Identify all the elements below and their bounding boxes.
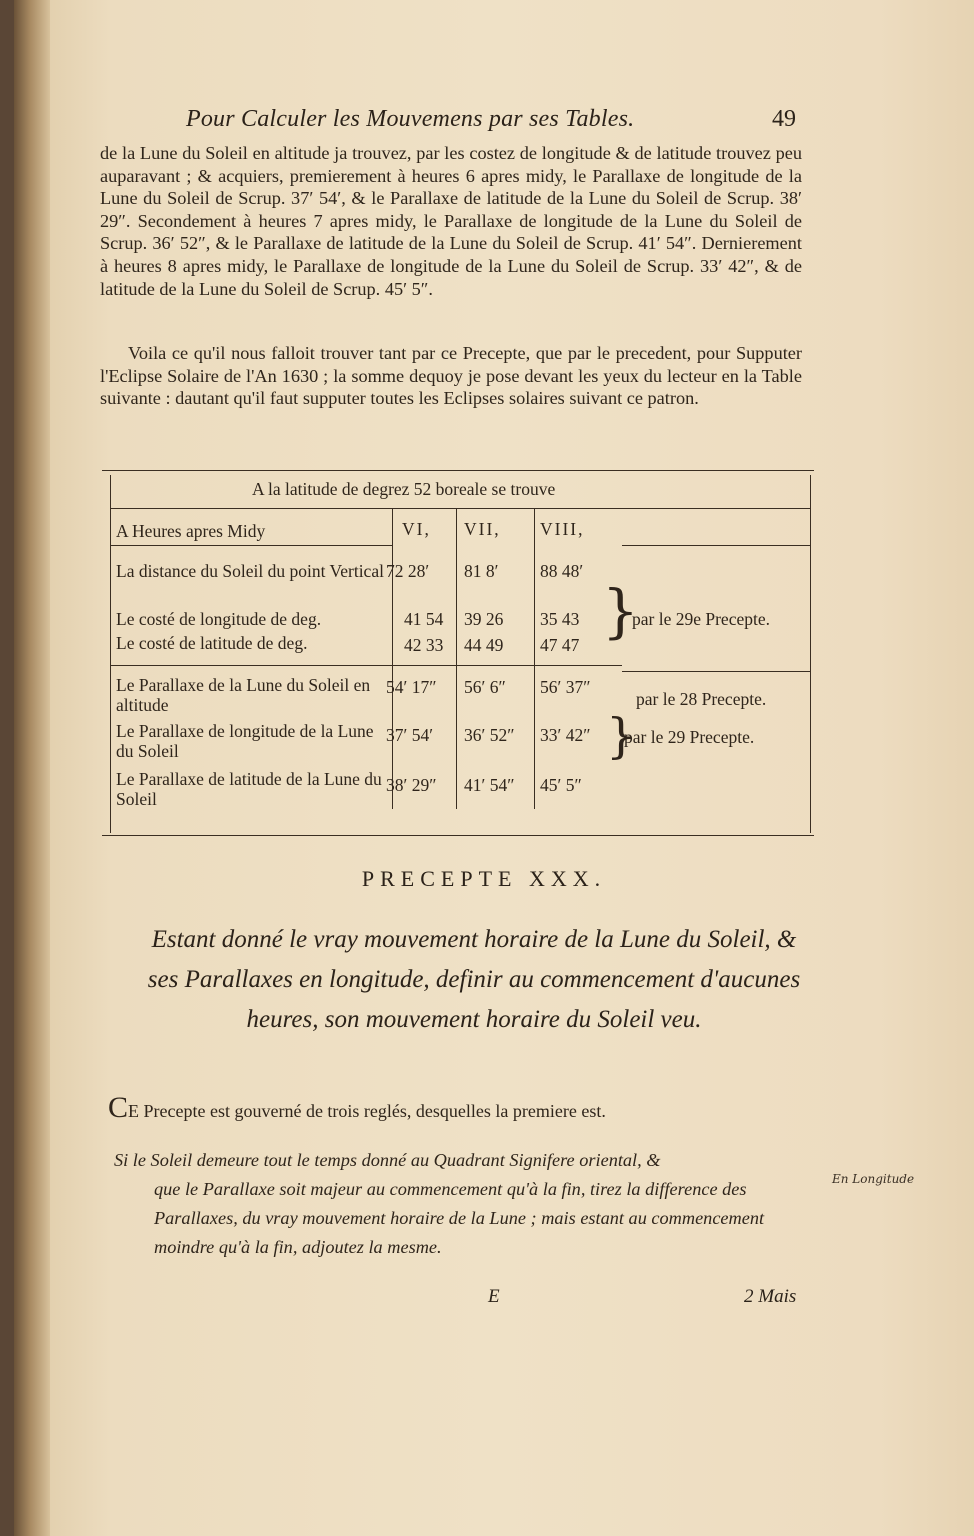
- col-divider-2: [456, 509, 457, 809]
- catchword: 2 Mais: [744, 1286, 797, 1307]
- parallax-table: [102, 470, 814, 836]
- table-cell: 38′ 29″: [386, 775, 437, 795]
- table-cell: 47 47: [540, 635, 580, 655]
- table-right-border: [810, 475, 811, 833]
- header-rule-right: [622, 545, 810, 546]
- page-number: 49: [772, 106, 796, 132]
- table-cell: 41 54: [404, 609, 444, 629]
- brace-icon: }: [606, 708, 637, 764]
- table-header-col: VII,: [464, 519, 501, 539]
- group-rule: [110, 665, 392, 666]
- table-cell: 37′ 54′: [386, 725, 434, 745]
- table-cell: 42 33: [404, 635, 444, 655]
- table-header-col: VI,: [402, 519, 431, 539]
- paragraph-2: Voila ce qu'il nous falloit trouver tant par ce Precepte, que par le precedent, pour Supputer l'Eclipse Solaire de l'An 1630 ; la somme dequoy je pose devant les yeux du lecteur en la Table suivante : dautant qu'il faut supputer toutes les Eclipses solaires suivant ce patron.: [100, 343, 802, 409]
- drop-cap: C: [108, 1091, 129, 1124]
- table-row-label: Le Parallaxe de la Lune du Soleil en altitude: [116, 675, 371, 715]
- group1-note: par le 29e Precepte.: [632, 609, 770, 629]
- table-cell: 36′ 52″: [464, 725, 515, 745]
- book-binding: [14, 0, 50, 1536]
- table-cell: 88 48′: [540, 561, 584, 581]
- table-cell: 72 28′: [386, 561, 430, 581]
- group-rule-mid: [392, 665, 622, 666]
- table-cell: 56′ 37″: [540, 677, 591, 697]
- table-row-label: Le Parallaxe de latitude de la Lune du Soleil: [116, 769, 382, 809]
- book-page: [14, 0, 974, 1536]
- table-cell: 44 49: [464, 635, 504, 655]
- handwritten-margin-note: En Longitude: [832, 1172, 915, 1186]
- table-cell: 33′ 42″: [540, 725, 591, 745]
- rule-1: [114, 1146, 804, 1262]
- group-rule-right: [622, 671, 810, 672]
- table-cell: 41′ 54″: [464, 775, 515, 795]
- rule-1-continuation: que le Parallaxe soit majeur au commencement qu'à la fin, tirez la difference des Parallaxes, du vray mouvement horaire de la Lune ; mais estant au commencement moindre qu'à la fin, adjoutez la mesme.: [154, 1179, 765, 1257]
- running-head-title: Pour Calculer les Mouvemens par ses Tables.: [186, 106, 635, 132]
- precepte-title: Estant donné le vray mouvement horaire de la Lune du Soleil, & ses Parallaxes en longitude, definir au commencement d'aucunes heures, son mouvement horaire du Soleil veu.: [147, 926, 801, 1033]
- table-caption-rule: [110, 508, 810, 509]
- precepte-heading: PRECEPTE XXX.: [361, 866, 607, 891]
- intro-text: E Precepte est gouverné de trois reglés, desquelles la premiere est.: [128, 1101, 606, 1121]
- table-header-col: VIII,: [540, 519, 585, 539]
- brace-icon: }: [602, 577, 639, 645]
- table-cell: 45′ 5″: [540, 775, 582, 795]
- header-rule: [110, 545, 392, 546]
- col-divider-1: [392, 509, 393, 809]
- table-row-label: Le costé de latitude de deg.: [116, 633, 308, 653]
- signature-mark: E: [488, 1286, 500, 1307]
- table-header-label: A Heures apres Midy: [116, 521, 266, 541]
- table-cell: 81 8′: [464, 561, 499, 581]
- col-divider-3: [534, 509, 535, 809]
- precepte-intro: [108, 1091, 808, 1124]
- table-caption: A la latitude de degrez 52 boreale se trouve: [252, 479, 556, 499]
- group2-note-1: par le 28 Precepte.: [636, 689, 767, 709]
- table-row-label: La distance du Soleil du point Vertical: [116, 561, 384, 581]
- table-cell: 56′ 6″: [464, 677, 506, 697]
- table-left-border: [110, 475, 111, 833]
- table-row-label: Le Parallaxe de longitude de la Lune du Soleil: [116, 721, 374, 761]
- rule-1-line-1: Si le Soleil demeure tout le temps donné au Quadrant Signifere oriental, &: [114, 1150, 661, 1170]
- table-row-label: Le costé de longitude de deg.: [116, 609, 322, 629]
- table-cell: 39 26: [464, 609, 504, 629]
- group2-note-2: par le 29 Precepte.: [624, 727, 755, 747]
- paragraph-1: de la Lune du Soleil en altitude ja trouvez, par les costez de longitude & de latitude trouvez peu auparavant ; & acquiers, premierement à heures 6 apres midy, le Parallaxe de longitude de la Lune du Soleil de Scrup. 37′ 54′, & le Parallaxe de latitude de la Lune du Soleil de Scrup. 38′ 29″. Secondement à heures 7 apres midy, le Parallaxe de longitude de la Lune du Soleil de Scrup. 36′ 52″, & le Parallaxe de latitude de la Lune du Soleil de Scrup. 41′ 54″. Dernierement à heures 8 apres midy, le Parallaxe de longitude de la Lune du Soleil de Scrup. 33′ 42″, & de latitude de la Lune du Soleil de Scrup. 45′ 5″.: [100, 143, 802, 299]
- table-cell: 35 43: [540, 609, 580, 629]
- running-head: [186, 106, 796, 136]
- table-cell: 54′ 17″: [386, 677, 437, 697]
